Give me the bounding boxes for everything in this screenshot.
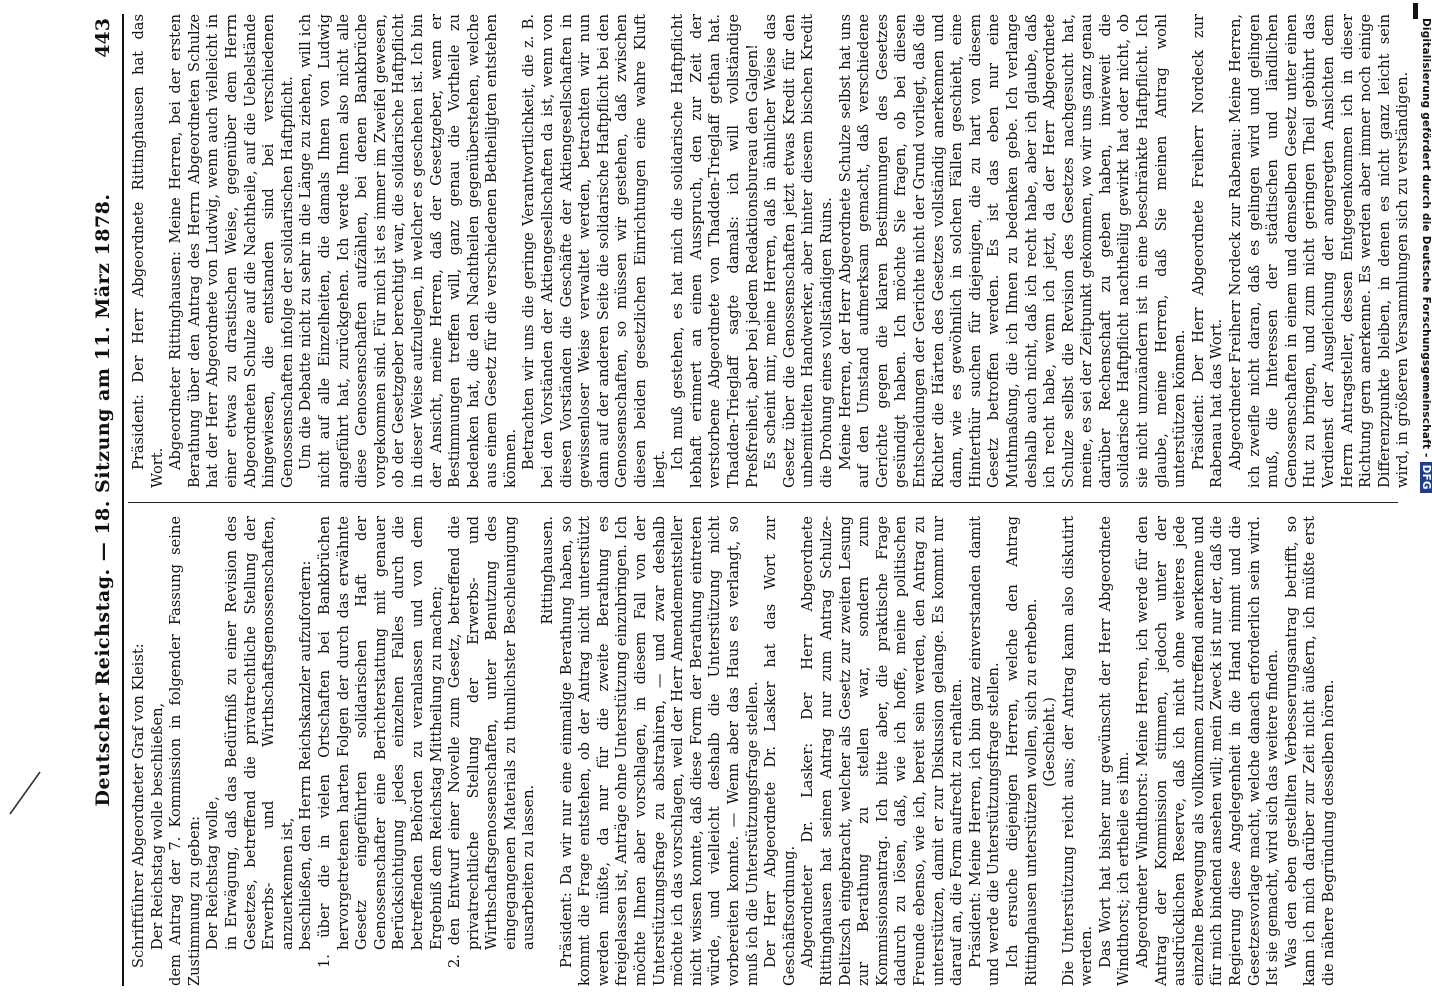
paragraph: Was den eben gestellten Verbesserungsantrag betrifft, so kann ich mich darüber zur Zeit nicht äußern, ich müßte erst die nähere Begründung desselben hören. — [1282, 516, 1337, 986]
paragraph: Die Unterstützung reicht aus; der Antrag kann also diskutirt werden. — [1059, 516, 1096, 986]
paragraph: (Geschieht.) — [1041, 697, 1059, 787]
paragraph: Um die Debatte nicht zu sehr in die Länge zu ziehen, will ich nicht auf alle Einzelheiten, die damals Ihnen von Ludwig angeführt hat, zurückgehen. Ich werde Ihnen also nicht alle diese Genossenschaften aufzählen, bei denen Bankbrüche vorgekommen sind. Für mich ist es immer im Zweifel gewesen, ob der Gesetzgeber berechtigt war, die solidarische Haftpflicht in dieser Weise aufzulegen, in welcher es geschehen ist. Ich bin der Ansicht, meine Herren, daß der Gesetzgeber, wenn er Bestimmungen treffen will, ganz genau die Vortheile zu bedenken hat, die den Nachtheilen gegenüberstehen, welche aus einem Gesetz für die verschiedenen Betheiligten entstehen können. — [297, 14, 519, 488]
paragraph: Betrachten wir uns die geringe Verantwortlichkeit, die z. B. bei den Vorständen der Aktiengesellschaften da ist, wenn von diesen Vorständen die Geschäfte der Aktiengesellschaften in gewissenloser Weise verwaltet werden, betrachten wir nun dann auf der anderen Seite die solidarische Haftpflicht bei den Genossenschaften, so müssen wir gestehen, daß zwischen diesen beiden gesetzlichen Einrichtungen eine wahre Kluft liegt. — [520, 14, 668, 488]
text-column-left — [130, 516, 1400, 986]
pencil-mark-icon — [6, 768, 46, 818]
paragraph: Präsident: Meine Herren, ich bin ganz einverstanden damit und werde die Unterstützungsfrage stellen. — [966, 516, 1003, 986]
text-column-right — [130, 14, 1412, 488]
paragraph: Abgeordneter Dr. Lasker: Der Herr Abgeordnete Rittinghausen hat seinen Antrag nur zum Antrag Schulze-Delitzsch eingebracht, welcher als Gesetz zur zweiten Lesung zur Berathung zu stellen war, sondern zum Kommissionsantrag. Ich bitte aber, die praktische Frage dadurch zu lösen, daß, wie ich hoffe, meine politischen Freunde ebenso, wie ich, bereit sein werden, den Antrag zu unterstützen, damit er zur Diskussion gelange. Es kommt nur darauf an, die Form aufrecht zu erhalten. — [799, 516, 966, 986]
paragraph: 1. über die in vielen Ortschaften bei Bankbrüchen hervorgetretenen harten Folgen der durch das erwähnte Gesetz eingeführten solidarischen Haft der Genossenschafter eine Berichterstattung mit genauer Berücksichtigung jedes einzelnen Falles durch die betreffenden Behörden zu veranlassen und von dem Ergebniß dem Reichstag Mittheilung zu machen; — [315, 516, 445, 968]
paragraph: 2. den Entwurf einer Novelle zum Gesetz, betreffend die privatrechtliche Stellung der Erwerbs- und Wirthschaftsgenossenschaften, unter Benutzung des eingegangenen Materials zu thunlichster Beschleunigung ausarbeiten zu lassen. — [446, 516, 538, 968]
paragraph: beschließen, den Herrn Reichskanzler aufzufordern: — [297, 560, 315, 950]
column-divider — [128, 502, 1398, 503]
page-number: 443 — [92, 18, 114, 58]
paragraph: Präsident: Da wir nur eine einmalige Berathung haben, so kommt die Frage entstehen, ob der Antrag nicht unterstützt werden müßte, da nur für die zweite Berathung es freigelassen ist, Anträge ohne Unterstützung einzubringen. Ich möchte Ihnen aber vorschlagen, in diesem Fall von der Unterstützungsfrage zu abstrahiren, — und zwar deshalb möchte ich das vorschlagen, weil der Herr Amendementsteller nicht wissen konnte, daß diese Form der Berathung eintreten würde, und vielleicht deshalb die Unterstützung nicht vorbereiten konnte. — Wenn aber das Haus es verlangt, so muß ich die Unterstützungsfrage stellen. — [557, 516, 761, 986]
paragraph: Präsident: Der Herr Abgeordnete Freiherr Nordeck zur Rabenau hat das Wort. — [1189, 14, 1226, 488]
paragraph: Ich muß gestehen, es hat mich die solidarische Haftpflicht lebhaft erinnert an einen Ausspruch, den zur Zeit der verstorbene Abgeordnete von Thadden-Trieglaff gethan hat. Thadden-Trieglaff sagte damals: ich will vollständige Preßfreiheit, aber bei jedem Redaktionsbureau den Galgen! — [669, 14, 761, 488]
page-title: Deutscher Reichstag. — 18. Sitzung am 11. März 1878. — [92, 193, 114, 807]
paragraph: Es scheint mir, meine Herren, daß in ähnlicher Weise das Gesetz über die Genossenschaften jetzt etwas Kredit für den unbemittelten Handwerker, aber hinter diesem bischen Kredit die Drohung eines vollständigen Ruins. — [762, 14, 835, 488]
paragraph: in Erwägung, daß das Bedürfniß zu einer Revision des Gesetzes, betreffend die privatrechtliche Stellung der Erwerbs- und Wirthschaftsgenossenschaften, anzuerkennen ist, — [222, 516, 296, 950]
page-header — [88, 14, 124, 986]
paragraph: Das Wort hat bisher nur gewünscht der Herr Abgeordnete Windthorst; ich ertheile es ihm. — [1096, 516, 1133, 986]
paragraph: Abgeordneter Freiherr Nordeck zur Rabenau: Meine Herren, ich zweifle nicht daran, daß es gelingen wird und gelingen muß, die Interessen der städtischen und ländlichen Genossenschaften in einem und demselben Gesetz unter einen Hut zu bringen, und zum nicht geringen Theil gebührt das Verdienst der Ausgleichung der angeregten Ansichten dem Herrn Antragsteller, dessen Entgegenkommen ich in dieser Richtung gern anerkenne. Es werden aber immer noch einige Differenzpunkte bleiben, in denen es nicht ganz leicht sein wird, in größeren Versammlungen sich zu verständigen. — [1227, 14, 1412, 488]
paragraph: Meine Herren, der Herr Abgeordnete Schulze selbst hat uns auf den Umstand aufmerksam gemacht, daß verschiedene Gerichte gegen die klaren Bestimmungen des Gesetzes gesündigt haben. Ich möchte Sie fragen, ob bei diesen Entscheidungen der Gerichte nicht der Grund vorliegt, daß die Richter die Härten des Gesetzes vollständig anerkennen und dann, wie es gewöhnlich in solchen Fällen geschieht, eine Hinterthür suchen für diejenigen, die zu hart von diesem Gesetz betroffen werden. Es ist das eben nur eine Muthmaßung, die ich Ihnen zu bedenken gebe. Ich verlange deshalb auch nicht, daß ich recht habe, aber ich glaube, daß ich recht habe, wenn ich jetzt, da der Herr Abgeordnete Schulze selbst die Revision des Gesetzes nachgesucht hat, meine, es sei der Zeitpunkt gekommen, wo wir uns ganz genau darüber Rechenschaft zu geben haben, inwieweit die solidarische Haftpflicht nachtheilig gewirkt hat oder nicht, ob sie nicht umzuändern ist in eine beschränkte Haftpflicht. Ich glaube, meine Herren, daß Sie meinen Antrag wohl unterstützen können. — [836, 14, 1189, 488]
paragraph: Schriftführer Abgeordneter Graf von Kleist: — [130, 643, 147, 968]
paragraph: Abgeordneter Rittinghausen: Meine Herren, bei der ersten Berathung über den Antrag des Herrn Abgeordneten Schulze hat der Herr Abgeordnete von Ludwig, wenn auch vielleicht in einer etwas zu drastischen Weise, gegenüber dem Herrn Abgeordneten Schulze auf die Nachtheile, auf die Uebelstände hingewiesen, die entstanden sind bei verschiedenen Genossenschaften infolge der solidarischen Haftpflicht. — [167, 14, 296, 488]
paragraph: Der Herr Abgeordnete Dr. Lasker hat das Wort zur Geschäftsordnung. — [762, 516, 798, 986]
scanned-page — [88, 0, 1410, 1000]
digitization-credit — [1416, 10, 1432, 990]
paragraph: dem Antrag der 7. Kommission in folgender Fassung seine Zustimmung zu geben: — [167, 516, 203, 986]
paragraph: Rittinghausen. — [539, 516, 557, 625]
credit-text: Digitalisierung gefördert durch die Deutsche Forschungsgemeinschaft - — [1420, 18, 1432, 458]
dfg-logo: DFG — [1420, 462, 1432, 493]
paragraph: Präsident: Der Herr Abgeordnete Rittinghausen hat das Wort. — [130, 14, 166, 488]
paragraph: Der Reichstag wolle, — [204, 796, 222, 950]
paragraph: Ich ersuche diejenigen Herren, welche den Antrag Rittinghausen unterstützen wollen, sich zu erheben. — [1003, 516, 1040, 986]
paragraph: Der Reichstag wolle beschließen, — [148, 702, 166, 950]
paragraph: Abgeordneter Windthorst: Meine Herren, ich werde für den Antrag der Kommission stimmen, jedoch unter der ausdrücklichen Reserve, daß ich nicht ohne weiteres jede einzelne Bewegung als vollkommen zutreffend anerkenne und für mich bindend ansehen will; mein Zweck ist nur der, daß die Regierung diese Angelegenheit in die Hand nimmt und die Gesetzesvorlage macht, welche danach erforderlich sein wird. Ist sie gemacht, wird sich das weitere finden. — [1134, 516, 1282, 986]
